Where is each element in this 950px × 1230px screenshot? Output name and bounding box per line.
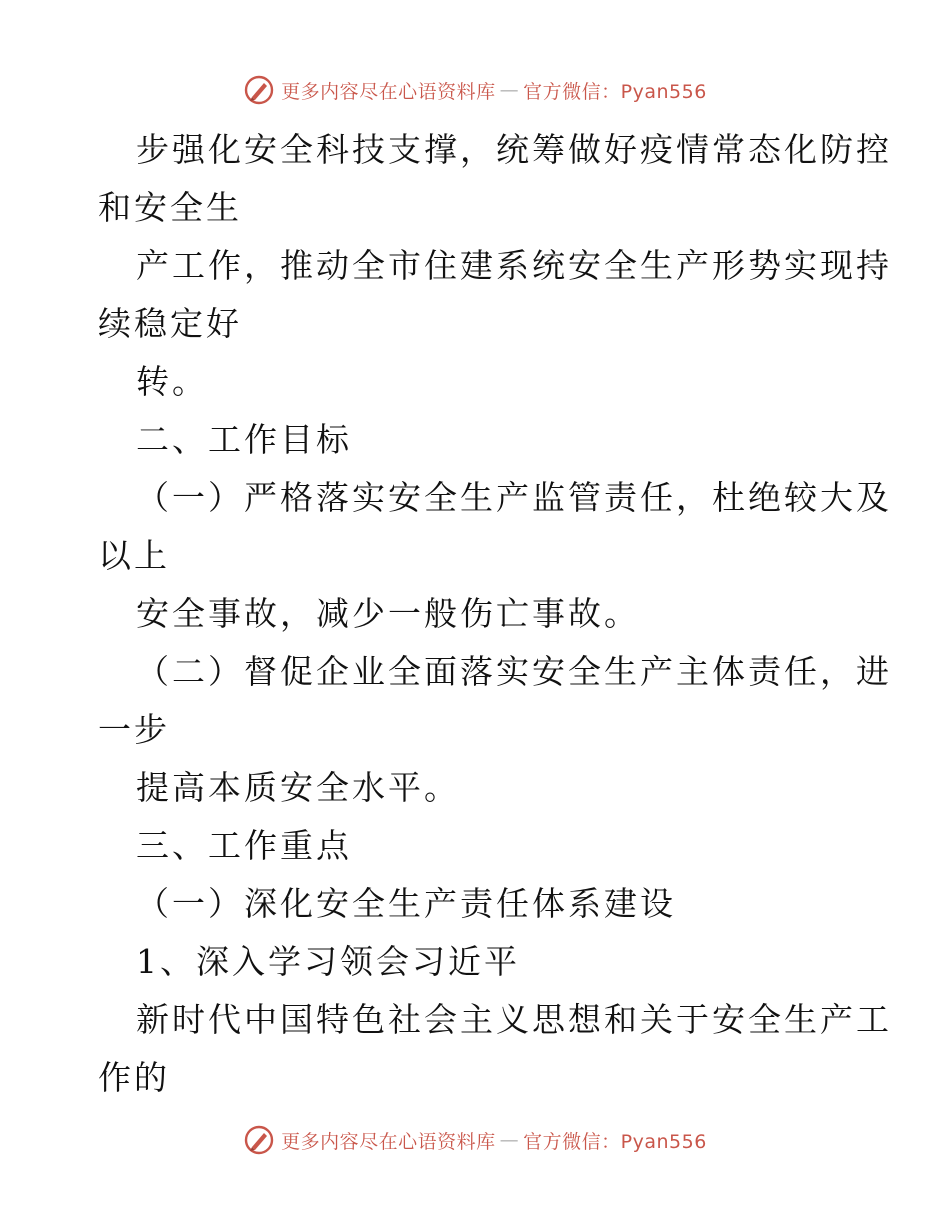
paragraph-line: 续稳定好 (98, 304, 242, 343)
paragraph-line: 产工作，推动全市住建系统安全生产形势实现持 (136, 246, 892, 285)
header-watermark (0, 70, 950, 110)
pen-logo-icon (243, 74, 275, 106)
watermark-contact: 官方微信：Pyan556 (523, 80, 707, 103)
paragraph-line: 作的 (98, 1058, 170, 1097)
paragraph-line: 新时代中国特色社会主义思想和关于安全生产工 (136, 1000, 892, 1039)
watermark-separator: — (499, 79, 520, 101)
footer-watermark (0, 1120, 950, 1160)
watermark-separator: — (499, 1129, 520, 1151)
pen-logo-icon (243, 1124, 275, 1156)
section-heading: 三、工作重点 (136, 826, 352, 865)
watermark-text: 更多内容尽在心语资料库 (281, 80, 496, 103)
watermark-group (243, 1124, 707, 1156)
paragraph-line: 提高本质安全水平。 (136, 768, 460, 807)
paragraph-line: （二）督促企业全面落实安全生产主体责任，进 (136, 652, 892, 691)
paragraph-line: （一）严格落实安全生产监管责任，杜绝较大及 (136, 478, 892, 517)
paragraph-line: 步强化安全科技支撑，统筹做好疫情常态化防控 (136, 130, 892, 169)
watermark-contact: 官方微信：Pyan556 (523, 1130, 707, 1153)
paragraph-line: 和安全生 (98, 188, 242, 227)
paragraph-line: 转。 (136, 362, 208, 401)
subsection-heading: （一）深化安全生产责任体系建设 (136, 884, 676, 923)
watermark-text: 更多内容尽在心语资料库 (281, 1130, 496, 1153)
paragraph-line: 以上 (98, 536, 170, 575)
paragraph-line: 一步 (98, 710, 170, 749)
paragraph-line: 安全事故，减少一般伤亡事故。 (136, 594, 640, 633)
paragraph-line: 1、深入学习领会习近平 (136, 942, 520, 981)
watermark-group (243, 74, 707, 106)
section-heading: 二、工作目标 (136, 420, 352, 459)
